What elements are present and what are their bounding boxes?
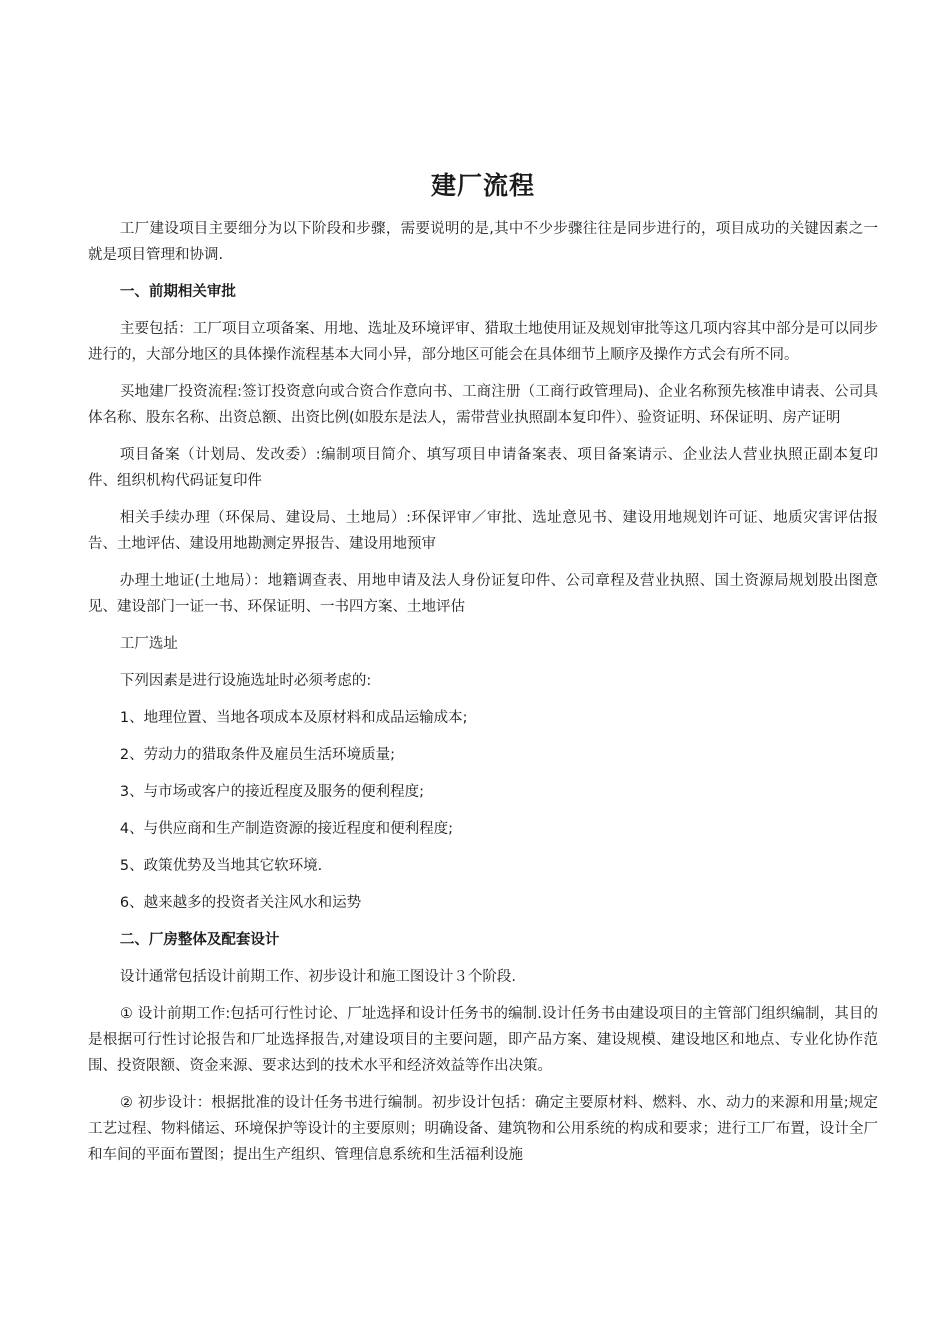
- paragraph-land-certificate: 办理土地证(土地局）：地籍调查表、用地申请及法人身份证复印件、公司章程及营业执照、国土资源局规划股出图意见、建设部门一证一书、环保证明、一书四方案、土地评估: [88, 573, 878, 615]
- list-item: 2、劳动力的猎取条件及雇员生活环境质量;: [119, 747, 395, 763]
- list-item: 1、地理位置、当地各项成本及原材料和成品运输成本;: [119, 710, 468, 726]
- paragraph-pre-design: ① 设计前期工作:包括可行性讨论、厂址选择和设计任务书的编制.设计任务书由建设项目的主管部门组织编制，其目的是根据可行性讨论报告和厂址选择报告,对建设项目的主要问题，即产品方案、建设规模、建设地区和地点、专业化协作范围、投资限额、资金来源、要求达到的技术水平和经济效益等作出决策。: [88, 1006, 878, 1074]
- list-item: 5、政策优势及当地其它软环境.: [119, 858, 323, 874]
- document-title: 建厂流程: [430, 171, 535, 200]
- paragraph-project-filing: 项目备案（计划局、发改委）:编制项目简介、填写项目申请备案表、项目备案请示、企业法人营业执照正副本复印件、组织机构代码证复印件: [88, 447, 878, 489]
- intro-paragraph: 工厂建设项目主要细分为以下阶段和步骤，需要说明的是,其中不少步骤往往是同步进行的，项目成功的关键因素之一就是项目管理和协调.: [88, 221, 878, 263]
- document-body: [88, 166, 878, 1179]
- section-heading-2: 二、厂房整体及配套设计: [119, 932, 280, 948]
- list-item: 6、越来越多的投资者关注风水和运势: [119, 895, 362, 911]
- paragraph-preliminary-design: ② 初步设计：根据批准的设计任务书进行编制。初步设计包括：确定主要原材料、燃料、水、动力的来源和用量;规定工艺过程、物料储运、环境保护等设计的主要原则；明确设备、建筑物和公用系统的构成和要求；进行工厂布置，设计全厂和车间的平面布置图；提出生产组织、管理信息系统和生活福利设施: [88, 1095, 878, 1163]
- paragraph-main-contents: 主要包括：工厂项目立项备案、用地、选址及环境评审、猎取土地使用证及规划审批等这几项内容其中部分是可以同步进行的，大部分地区的具体操作流程基本大同小异，部分地区可能会在具体细节上顺序及操作方式会有所不同。: [88, 321, 878, 363]
- paragraph-related-procedures: 相关手续办理（环保局、建设局、土地局）:环保评审／审批、选址意见书、建设用地规划许可证、地质灾害评估报告、土地评估、建设用地勘测定界报告、建设用地预审: [88, 510, 878, 552]
- list-item: 4、与供应商和生产制造资源的接近程度和便利程度;: [119, 821, 453, 837]
- paragraph-factors-intro: 下列因素是进行设施选址时必须考虑的:: [119, 673, 372, 689]
- section-heading-1: 一、前期相关审批: [119, 284, 236, 300]
- list-item: 3、与市场或客户的接近程度及服务的便利程度;: [119, 784, 424, 800]
- paragraph-investment-flow: 买地建厂投资流程:签订投资意向或合资合作意向书、工商注册（工商行政管理局)、企业名称预先核准申请表、公司具体名称、股东名称、出资总额、出资比例(如股东是法人，需带营业执照副本复印件）、验资证明、环保证明、房产证明: [88, 384, 878, 426]
- paragraph-design-stages: 设计通常包括设计前期工作、初步设计和施工图设计３个阶段.: [119, 969, 516, 985]
- paragraph-site-selection: 工厂选址: [119, 636, 178, 652]
